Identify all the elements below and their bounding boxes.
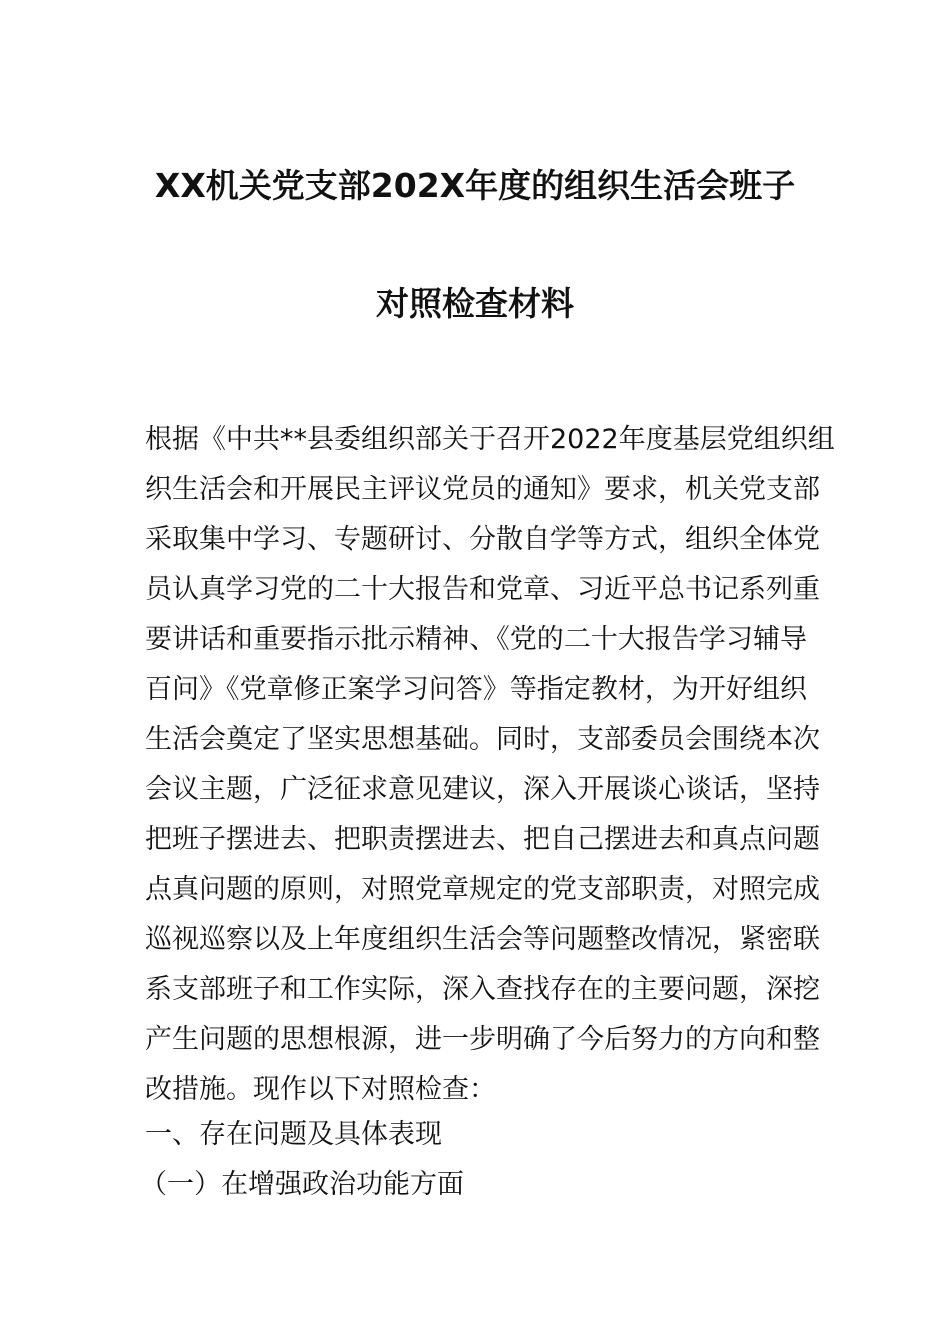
paragraph-line: 系支部班子和工作实际，深入查找存在的主要问题，深挖 (145, 974, 820, 1005)
paragraph-line: 生活会奠定了坚实思想基础。同时，支部委员会围绕本次 (145, 724, 820, 755)
intro-paragraph (145, 418, 835, 1118)
subsection-heading: （一）在增强政治功能方面 (140, 1169, 464, 1200)
paragraph-line: 要讲话和重要指示批示精神、《党的二十大报告学习辅导 (145, 624, 807, 655)
document-title-line-2: 对照检查材料 (376, 284, 574, 323)
paragraph-line: 改措施。现作以下对照检查： (145, 1074, 496, 1105)
paragraph-line: 点真问题的原则，对照党章规定的党支部职责，对照完成 (145, 874, 820, 905)
paragraph-line: 会议主题，广泛征求意见建议，深入开展谈心谈话，坚持 (145, 774, 820, 805)
paragraph-line: 产生问题的思想根源，进一步明确了今后努力的方向和整 (145, 1024, 820, 1055)
section-heading: 一、存在问题及具体表现 (145, 1119, 442, 1150)
paragraph-line: 把班子摆进去、把职责摆进去、把自己摆进去和真点问题 (145, 824, 820, 855)
paragraph-line: 根据《中共**县委组织部关于召开2022年度基层党组织组 (145, 424, 835, 455)
paragraph-line: 百问》《党章修正案学习问答》等指定教材，为开好组织 (145, 674, 807, 705)
paragraph-line: 采取集中学习、专题研讨、分散自学等方式，组织全体党 (145, 524, 820, 555)
document-title-line-1: XX机关党支部202X年度的组织生活会班子 (154, 166, 796, 205)
paragraph-line: 员认真学习党的二十大报告和党章、习近平总书记系列重 (145, 574, 820, 605)
paragraph-line: 织生活会和开展民主评议党员的通知》要求，机关党支部 (145, 474, 820, 505)
paragraph-line: 巡视巡察以及上年度组织生活会等问题整改情况，紧密联 (145, 924, 820, 955)
